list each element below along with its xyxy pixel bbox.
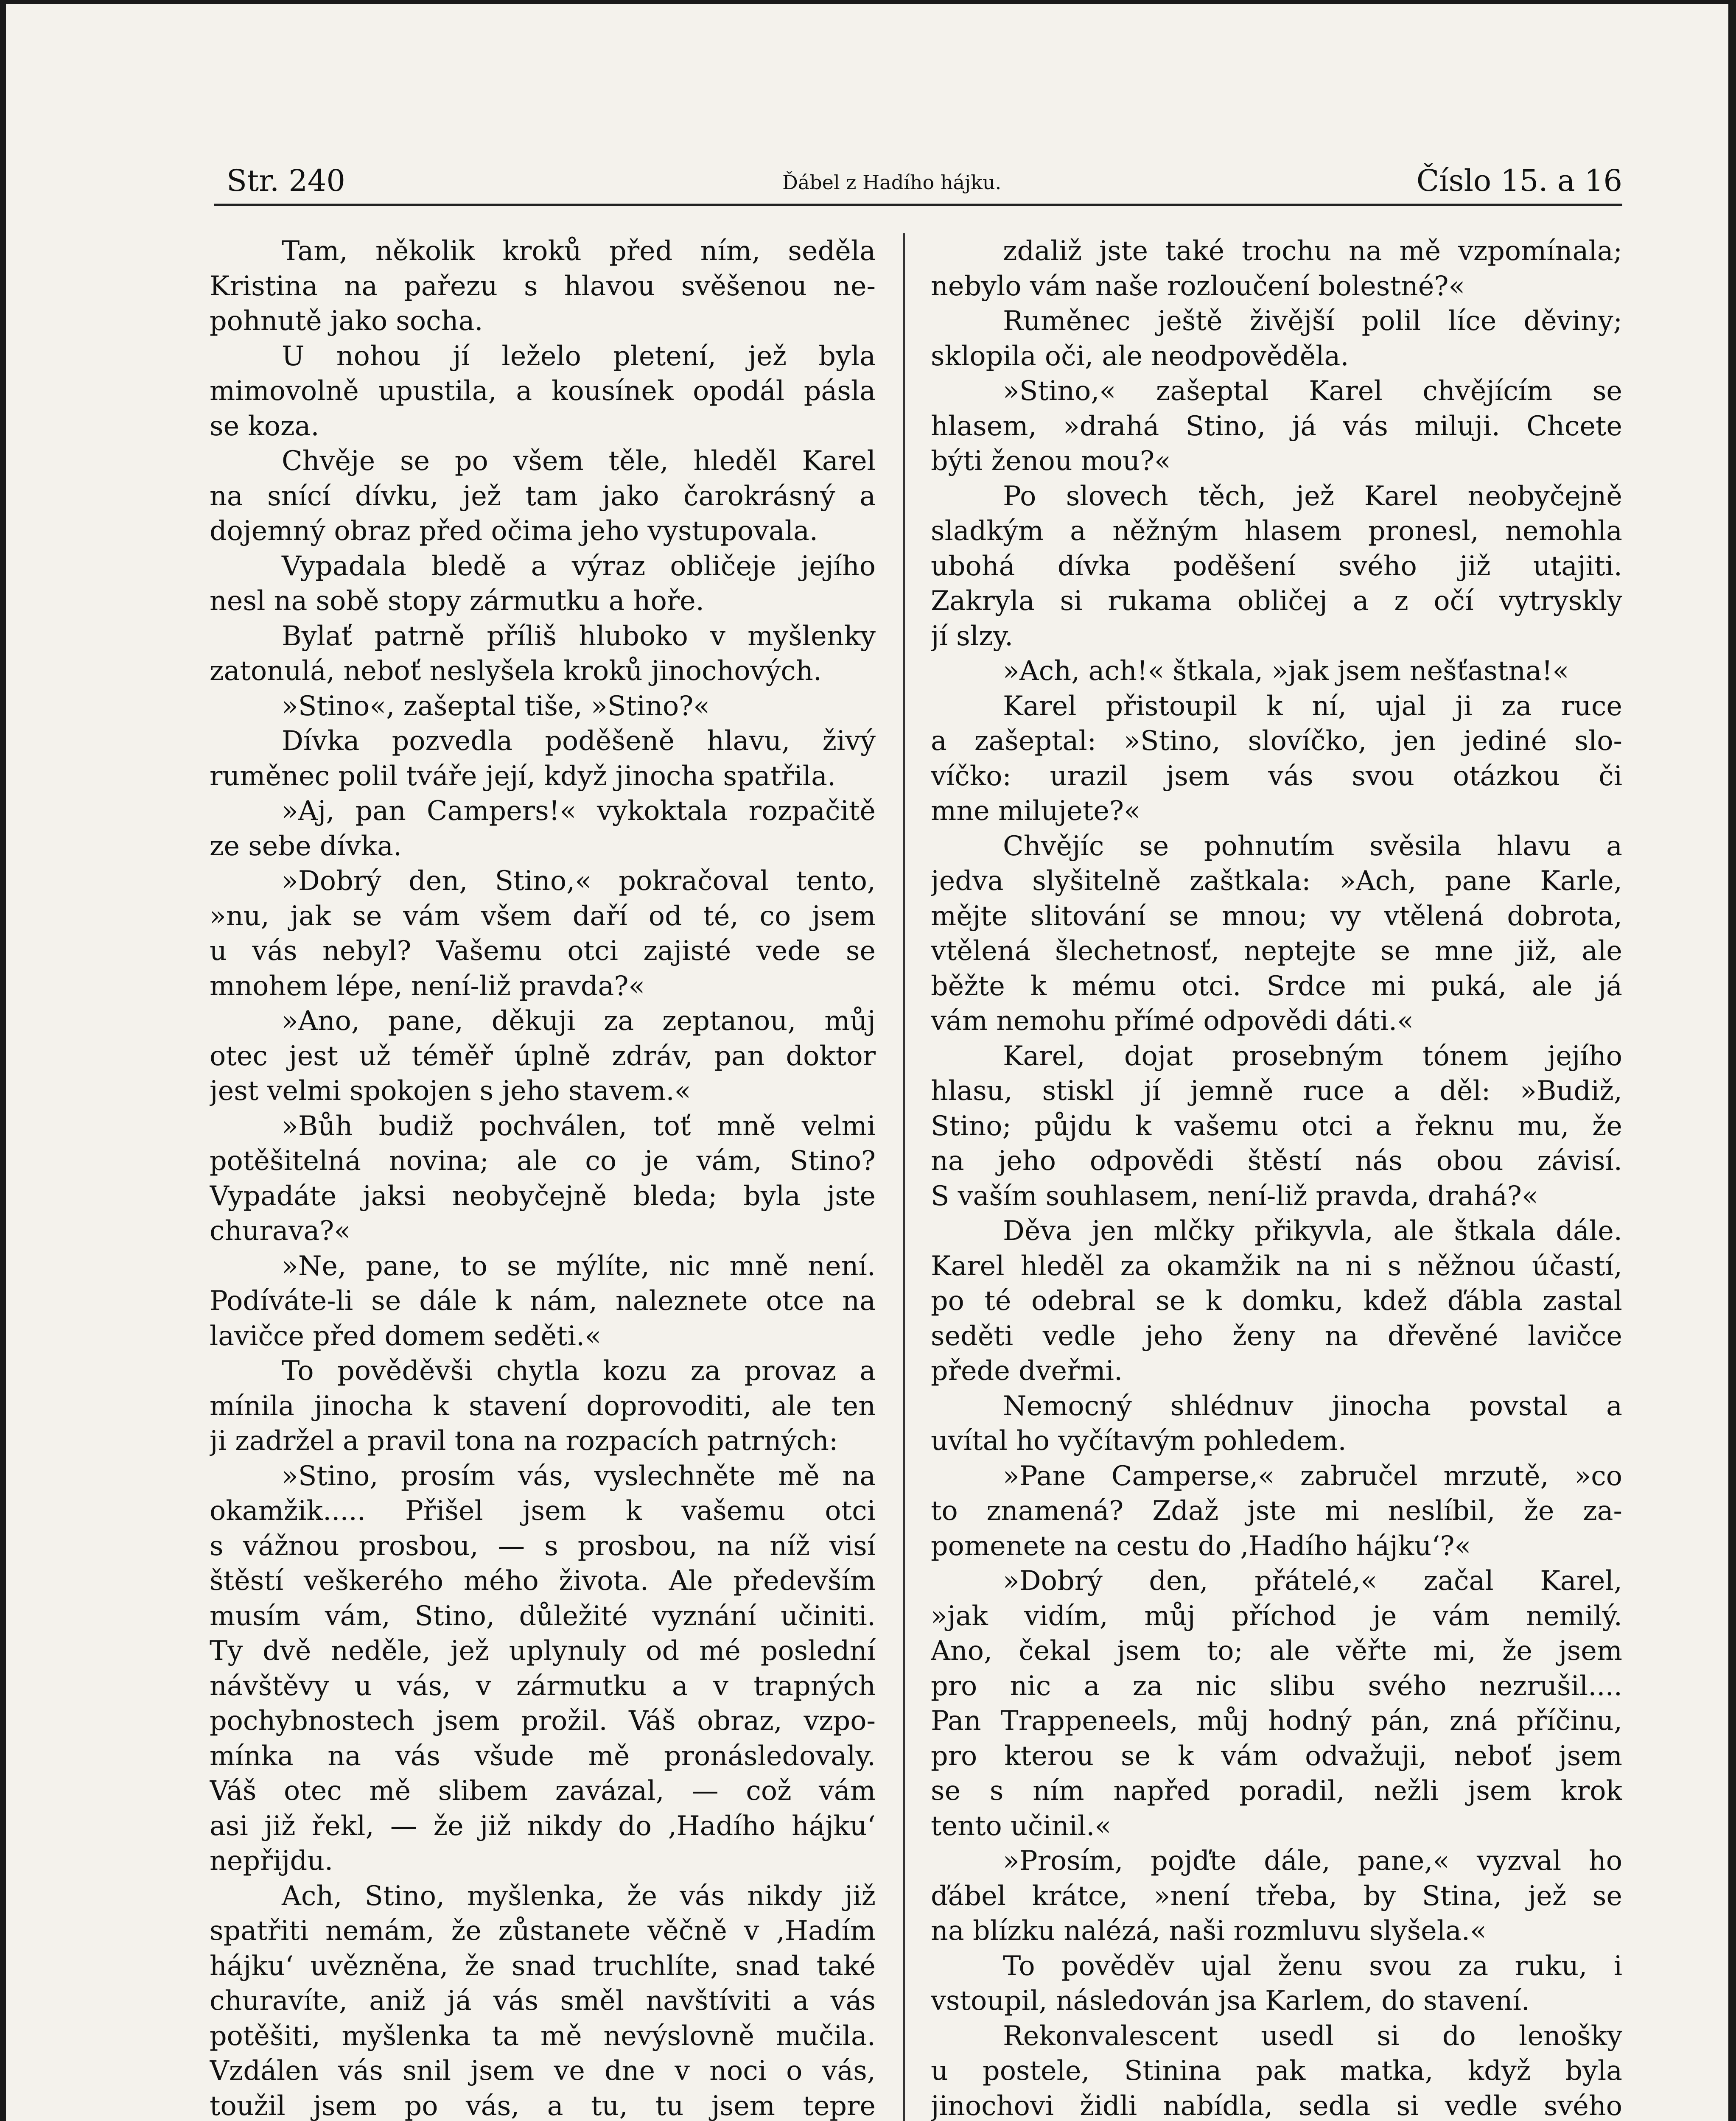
text-line: to znamená? Zdaž jste mi neslíbil, že za-: [931, 1495, 1622, 1526]
text-line: tento učinil.«: [931, 1810, 1112, 1841]
text-line: Tam, několik kroků před ním, seděla: [282, 235, 876, 266]
paragraph: [931, 1038, 1622, 1214]
text-line: mimovolně upustila, a kousínek opodál pásla: [210, 375, 876, 406]
text-line: churavíte, aniž já vás směl navštíviti a vás: [210, 1985, 876, 2016]
text-line: »Pane Camperse,« zabručel mrzutě, »co: [1003, 1460, 1622, 1491]
text-line: »Bůh budiž pochválen, toť mně velmi: [282, 1110, 876, 1142]
text-line: churava?«: [210, 1215, 351, 1246]
text-line: ubohá dívka poděšení svého již utajiti.: [931, 550, 1622, 582]
paragraph: [210, 793, 876, 863]
text-line: »Ano, pane, děkuji za zeptanou, můj: [282, 1005, 876, 1036]
paragraph: [210, 548, 876, 618]
column-divider: [903, 233, 905, 2121]
text-line: spatřiti nemám, že zůstanete věčně v ‚Hadím: [210, 1915, 876, 1946]
text-line: Karel hleděl za okamžik na ni s něžnou účastí,: [931, 1250, 1622, 1282]
text-line: nesl na sobě stopy zármutku a hoře.: [210, 585, 704, 616]
text-line: sladkým a něžným hlasem pronesl, nemohla: [931, 515, 1622, 546]
text-line: mínka na vás všude mě pronásledovaly.: [210, 1740, 876, 1771]
paragraph: [931, 653, 1622, 688]
paragraph: [931, 1948, 1622, 2018]
text-line: se s ním napřed poradil, nežli jsem krok: [931, 1775, 1622, 1806]
text-line: Ano, čekal jsem to; ale věřte mi, že jsem: [931, 1635, 1622, 1666]
text-line: uvítal ho vyčítavým pohledem.: [931, 1425, 1347, 1456]
text-line: asi již řekl, — že již nikdy do ‚Hadího hájku‘: [210, 1810, 876, 1841]
text-line: »Stino, prosím vás, vyslechněte mě na: [282, 1460, 876, 1491]
text-line: Po slovech těch, jež Karel neobyčejně: [1003, 480, 1622, 512]
text-line: S vaším souhlasem, není-liž pravda, drahá?«: [931, 1180, 1538, 1212]
text-line: Podíváte-li se dále k nám, naleznete otce na: [210, 1285, 876, 1316]
text-line: na blízku nalézá, naši rozmluvu slyšela.«: [931, 1915, 1487, 1946]
text-line: Nemocný shlédnuv jinocha povstal a: [1003, 1390, 1622, 1421]
paragraph: [210, 233, 876, 339]
text-line: jedva slyšitelně zaštkala: »Ach, pane Karle,: [931, 865, 1622, 896]
text-line: Rekonvalescent usedl si do lenošky: [1003, 2020, 1622, 2051]
paragraph: [210, 1003, 876, 1108]
text-line: Ach, Stino, myšlenka, že vás nikdy již: [282, 1880, 876, 1911]
text-line: hlasem, »drahá Stino, já vás miluji. Chcete: [931, 410, 1622, 442]
text-line: na jeho odpovědi štěstí nás obou závisí.: [931, 1145, 1622, 1176]
text-line: hlasu, stiskl jí jemně ruce a děl: »Budiž,: [931, 1075, 1622, 1106]
text-line: Pan Trappeneels, můj hodný pán, zná příčinu,: [931, 1705, 1622, 1736]
text-line: po té odebral se k domku, kdež ďábla zastal: [931, 1285, 1622, 1316]
text-line: pomenete na cestu do ‚Hadího hájku‘?«: [931, 1530, 1471, 1561]
text-line: ze sebe dívka.: [210, 830, 402, 862]
paragraph: [931, 1563, 1622, 1843]
paragraph: [210, 723, 876, 793]
issue-number: Číslo 15. a 16: [1416, 163, 1622, 198]
text-line: Vypadala bledě a výraz obličeje jejího: [282, 550, 876, 582]
text-line: »Stino«, zašeptal tiše, »Stino?«: [282, 690, 710, 722]
text-line: víčko: urazil jsem vás svou otázkou či: [931, 760, 1622, 792]
text-line: Ty dvě neděle, jež uplynuly od mé poslední: [210, 1635, 876, 1666]
text-line: Vypadáte jaksi neobyčejně bleda; byla jste: [210, 1180, 876, 1212]
text-line: »Dobrý den, Stino,« pokračoval tento,: [282, 865, 876, 896]
text-line: To pověděv ujal ženu svou za ruku, i: [1003, 1950, 1622, 1981]
header-rule: [214, 204, 1622, 206]
text-line: ďábel krátce, »není třeba, by Stina, jež se: [931, 1880, 1622, 1911]
paragraph: [931, 1843, 1622, 1948]
page-number: Str. 240: [227, 163, 345, 198]
text-line: mějte slitování se mnou; vy vtělená dobrota,: [931, 900, 1622, 932]
text-line: Váš otec mě slibem zavázal, — což vám: [210, 1775, 876, 1806]
paragraph: [210, 863, 876, 1003]
paragraph: [210, 1353, 876, 1458]
running-title: Ďábel z Hadího hájku.: [782, 171, 1002, 194]
text-line: ruměnec polil tváře její, když jinocha spatřila.: [210, 760, 836, 792]
text-line: toužil jsem po vás, a tu, tu jsem tepre: [210, 2090, 876, 2121]
text-line: dojemný obraz před očima jeho vystupovala.: [210, 515, 818, 546]
text-line: pro kterou se k vám odvažuji, neboť jsem: [931, 1740, 1622, 1771]
text-line: býti ženou mou?«: [931, 445, 1171, 476]
text-line: otec jest už téměř úplně zdráv, pan doktor: [210, 1040, 876, 1072]
text-line: »Prosím, pojďte dále, pane,« vyzval ho: [1003, 1845, 1622, 1876]
paragraph: [931, 2018, 1622, 2121]
text-line: s vážnou prosbou, — s prosbou, na níž visí: [210, 1530, 876, 1561]
text-line: zatonulá, neboť neslyšela kroků jinochových.: [210, 655, 822, 686]
page-header: [227, 163, 1622, 201]
text-line: hájku‘ uvězněna, že snad truchlíte, snad také: [210, 1950, 876, 1981]
text-line: pohnutě jako socha.: [210, 305, 483, 336]
text-line: mne milujete?«: [931, 795, 1140, 826]
paragraph: [210, 339, 876, 444]
text-line: »nu, jak se vám všem daří od té, co jsem: [210, 900, 876, 932]
text-line: Karel přistoupil k ní, ujal ji za ruce: [1003, 690, 1622, 722]
text-line: se koza.: [210, 410, 319, 442]
text-line: Stino; půjdu k vašemu otci a řeknu mu, že: [931, 1110, 1622, 1142]
text-line: pro nic a za nic slibu svého nezrušil....: [931, 1670, 1622, 1701]
text-line: Zakryla si rukama obličej a z očí vytryskly: [931, 585, 1622, 616]
text-line: štěstí veškerého mého života. Ale především: [210, 1565, 876, 1596]
left-column: [210, 233, 876, 2121]
paragraph: [931, 303, 1622, 373]
text-line: jí slzy.: [931, 620, 1014, 652]
paragraph: [210, 1878, 876, 2121]
right-column: [931, 233, 1622, 2121]
text-line: potěšitelná novina; ale co je vám, Stino?: [210, 1145, 876, 1176]
text-line: u postele, Stinina pak matka, když byla: [931, 2055, 1622, 2086]
paragraph: [931, 1388, 1622, 1458]
text-line: Ruměnec ještě živější polil líce děviny;: [1003, 305, 1622, 336]
text-line: na snící dívku, jež tam jako čarokrásný a: [210, 480, 876, 512]
text-line: Děva jen mlčky přikyvla, ale štkala dále.: [1003, 1215, 1622, 1246]
text-line: přede dveřmi.: [931, 1355, 1123, 1386]
text-line: nepřijdu.: [210, 1845, 333, 1876]
text-line: »Ne, pane, to se mýlíte, nic mně není.: [282, 1250, 876, 1282]
text-line: seděti vedle jeho ženy na dřevěné lavičce: [931, 1320, 1622, 1352]
text-line: Vzdálen vás snil jsem ve dne v noci o vás,: [210, 2055, 876, 2086]
paragraph: [210, 618, 876, 688]
book-page: [6, 4, 1728, 2121]
paragraph: [931, 373, 1622, 478]
text-line: jest velmi spokojen s jeho stavem.«: [210, 1075, 691, 1106]
text-line: Bylať patrně příliš hluboko v myšlenky: [282, 620, 876, 652]
text-line: pochybnostech jsem prožil. Váš obraz, vzpo-: [210, 1705, 876, 1736]
text-line: ji zadržel a pravil tona na rozpacích patrných:: [210, 1425, 838, 1456]
paragraph: [931, 1458, 1622, 1564]
paragraph: [210, 688, 876, 724]
paragraph: [931, 828, 1622, 1038]
text-line: mínila jinocha k stavení doprovoditi, ale ten: [210, 1390, 876, 1421]
text-line: Chvějíc se pohnutím svěsila hlavu a: [1003, 830, 1622, 862]
text-line: běžte k mému otci. Srdce mi puká, ale já: [931, 970, 1622, 1002]
text-line: nebylo vám naše rozloučení bolestné?«: [931, 270, 1465, 302]
paragraph: [931, 1213, 1622, 1388]
text-line: a zašeptal: »Stino, slovíčko, jen jediné slo-: [931, 725, 1622, 756]
text-line: »Stino,« zašeptal Karel chvějícím se: [1003, 375, 1622, 406]
text-line: zdaliž jste také trochu na mě vzpomínala;: [1003, 235, 1622, 266]
text-line: návštěvy u vás, v zármutku a v trapných: [210, 1670, 876, 1701]
text-line: potěšiti, myšlenka ta mě nevýslovně mučila.: [210, 2020, 876, 2051]
text-line: »Dobrý den, přátelé,« začal Karel,: [1003, 1565, 1622, 1596]
text-line: To pověděvši chytla kozu za provaz a: [282, 1355, 876, 1386]
text-line: mnohem lépe, není-liž pravda?«: [210, 970, 645, 1002]
text-line: »Aj, pan Campers!« vykoktala rozpačitě: [282, 795, 876, 826]
paragraph: [210, 1248, 876, 1354]
text-line: Chvěje se po všem těle, hleděl Karel: [282, 445, 876, 476]
paragraph: [931, 478, 1622, 654]
text-line: okamžik..... Přišel jsem k vašemu otci: [210, 1495, 876, 1526]
text-line: sklopila oči, ale neodpověděla.: [931, 340, 1349, 372]
text-line: u vás nebyl? Vašemu otci zajisté vede se: [210, 935, 876, 966]
text-line: lavičce před domem seděti.«: [210, 1320, 601, 1352]
text-line: Dívka pozvedla poděšeně hlavu, živý: [282, 725, 876, 756]
text-line: vtělená šlechetnosť, neptejte se mne již, ale: [931, 935, 1622, 966]
text-line: U nohou jí leželo pletení, jež byla: [282, 340, 876, 372]
text-line: Karel, dojat prosebným tónem jejího: [1003, 1040, 1622, 1072]
text-line: »jak vidím, můj příchod je vám nemilý.: [931, 1600, 1622, 1631]
paragraph: [931, 688, 1622, 828]
text-line: musím vám, Stino, důležité vyznání učiniti.: [210, 1600, 876, 1631]
text-line: vstoupil, následován jsa Karlem, do stavení.: [931, 1985, 1530, 2016]
paragraph: [210, 1108, 876, 1248]
paragraph: [210, 443, 876, 548]
text-line: Kristina na pařezu s hlavou svěšenou ne-: [210, 270, 876, 302]
text-line: »Ach, ach!« štkala, »jak jsem nešťastna!«: [1003, 655, 1569, 686]
paragraph: [210, 1458, 876, 1878]
text-line: vám nemohu přímé odpovědi dáti.«: [931, 1005, 1414, 1036]
paragraph: [931, 233, 1622, 303]
text-line: jinochovi židli nabídla, sedla si vedle svého: [931, 2090, 1622, 2121]
